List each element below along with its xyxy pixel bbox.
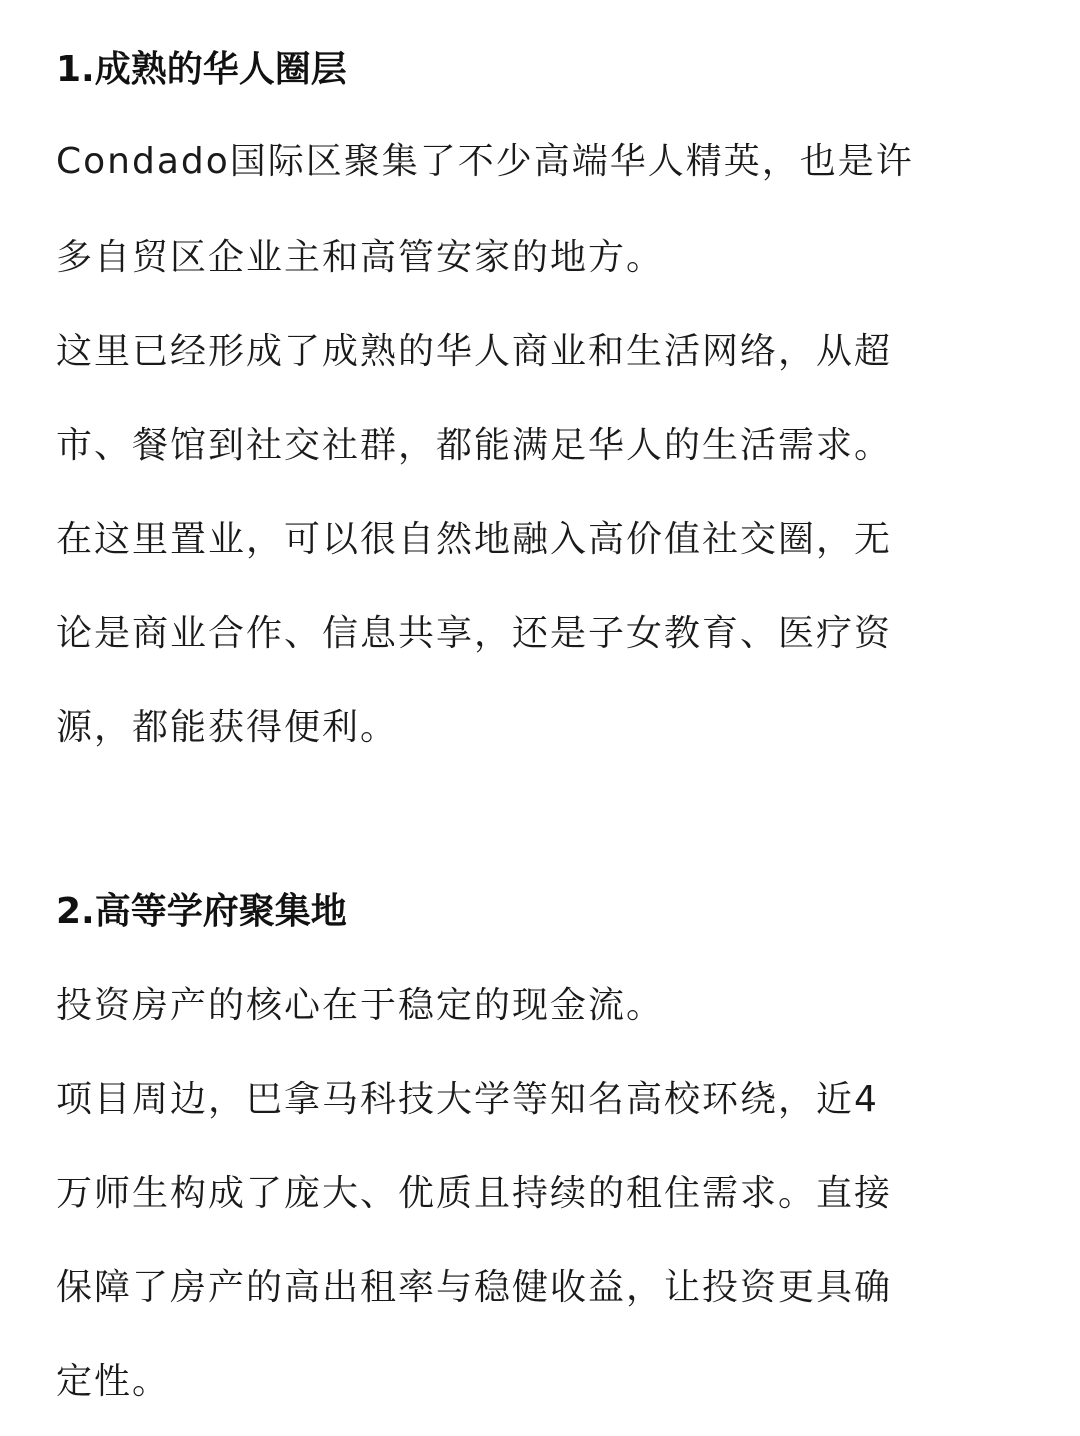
section-1-p1-line-1: Condado国际区聚集了不少高端华人精英，也是许	[56, 141, 914, 182]
section-1-p2-line-2: 市、餐馆到社交社群，都能满足华人的生活需求。	[56, 425, 893, 466]
section-1-p3-line-3: 源，都能获得便利。	[56, 707, 399, 748]
section-1-heading: 1.成熟的华人圈层	[56, 49, 347, 90]
section-2-p2-line-4: 定性。	[56, 1361, 171, 1402]
section-1-p3-line-2: 论是商业合作、信息共享，还是子女教育、医疗资	[56, 613, 893, 654]
section-1-p1-line-2: 多自贸区企业主和高管安家的地方。	[56, 237, 665, 278]
section-2-p1-line-1: 投资房产的核心在于稳定的现金流。	[56, 985, 665, 1026]
section-2-p2-line-2: 万师生构成了庞大、优质且持续的租住需求。直接	[56, 1173, 893, 1214]
section-1-p3-line-1: 在这里置业，可以很自然地融入高价值社交圈，无	[56, 519, 893, 560]
section-2-heading: 2.高等学府聚集地	[56, 891, 347, 932]
section-2-p2-line-1: 项目周边，巴拿马科技大学等知名高校环绕，近4	[56, 1079, 879, 1120]
section-2-p2-line-3: 保障了房产的高出租率与稳健收益，让投资更具确	[56, 1267, 893, 1308]
section-1-p2-line-1: 这里已经形成了成熟的华人商业和生活网络，从超	[56, 331, 893, 372]
